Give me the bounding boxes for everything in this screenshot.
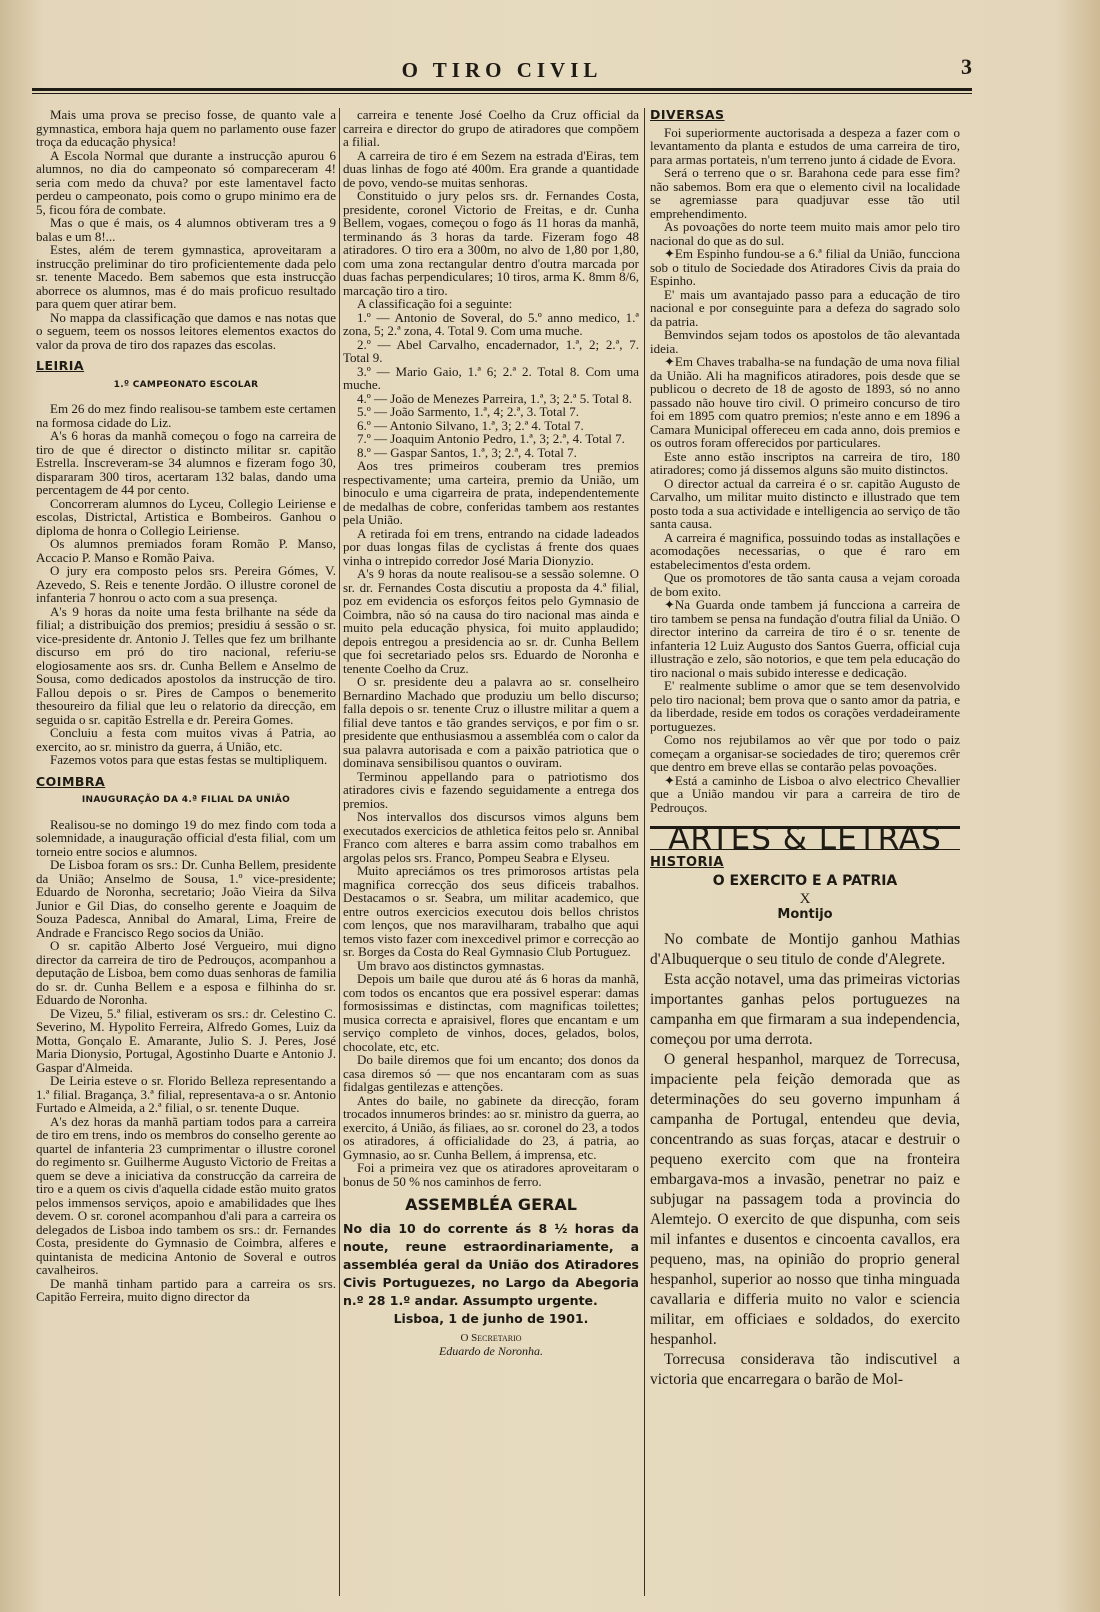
section-heading-diversas: DIVERSAS (650, 108, 725, 122)
paragraph: A's 6 horas da manhã começou o fogo na carreira de tiro de que é director o distincto militar sr. capitão Estrella. Inscreveram-se 34 alumnos e fizeram fogo 30, dispararam 300 tiros, acertaram 132 balas, dando uma percentagem de 44 por cento. (36, 428, 336, 497)
paragraph: A Escola Normal que durante a instrucção apurou 6 alumnos, no dia do campeonato só compareceram 4! seria com medo da chuva? por este lamentavel facto perdeu o campeonato, pois como o grupo minimo era de 5, ficou fóra de combate. (36, 147, 336, 217)
classification-entry: 1.º — Antonio de Soveral, do 5.º anno medico, 1.ª zona, 5; 2.ª zona, 4. Total 9. Com uma muche. (343, 309, 639, 338)
header-rule-thin (32, 93, 972, 94)
coimbra-text (36, 818, 336, 1304)
paragraph: A's dez horas da manhã partiam todos para a carreira de tiro em trens, indo os membros do conselho gerente ao quartel de infanteria 23 cumprimentar o illustre coronel do regimento sr. Guilherme Augusto Victorio de Freitas a quem se deve a iniciativa da construcção da carreira de tiro e a quem os civis d'aquella cidade estão muito gratos pelos immensos serviços, apoio e amabilidades que lhes devem. O sr. coronel acompanhou d'ali para a carreira os delegados de Lisboa indo tambem os srs.: dr. Fernandes Costa, presidente do Gymnasio de Coimbra, alferes e quintanista de medicina Antonio de Soveral e outros cavalheiros. (36, 1113, 336, 1277)
leiria-text (36, 402, 336, 767)
paragraph: E' mais um avantajado passo para a educação de tiro nacional e por conseguinte para a defeza do sagrado solo da patria. (650, 286, 960, 329)
paragraph: ✦Em Espinho fundou-se a 6.ª filial da União, funcciona sob o titulo de Sociedade dos Atiradores Civis da praia do Espinho. (650, 246, 960, 288)
paragraph: Bemvindos sejam todos os apostolos de tão alevantada ideia. (650, 327, 960, 356)
paragraph: O director actual da carreira é o sr. capitão Augusto de Carvalho, um militar muito distincto e illustrado que tem posto toda a sua actividade e intelligencia ao serviço de tão santa causa. (650, 475, 960, 531)
artes-letras-banner: ARTES & LETRAS (650, 826, 960, 850)
paragraph: Torrecusa considerava tão indiscutivel a victoria que encarregara o barão de Mol- (650, 1350, 960, 1388)
paragraph: A retirada foi em trens, entrando na cidade ladeados por duas longas filas de cyclistas á frente dos quaes vinha o intrepido corredor José Maria Dionyzio. (343, 525, 639, 568)
paragraph: Mais uma prova se preciso fosse, de quanto vale a gymnastica, embora haja quem no parlamento ouse fazer troça da educação physica! (36, 108, 336, 149)
paragraph: O sr. presidente deu a palavra ao sr. conselheiro Bernardino Machado que produziu um bello discurso; falla depois o sr. tenente Cruz o illustre militar a quem a filial deve tantos e tão grandes serviços, e por fim o sr. presidente que enthusiasmou a assembléa com o calor da sua palavra autorisada e com a paixão patriotica que o dominava sensibilisou quantos o ouviram. (343, 674, 639, 770)
assembleia-date: Lisboa, 1 de junho de 1901. (393, 1310, 589, 1326)
paragraph: Um bravo aos distinctos gymnastas. (357, 957, 545, 973)
paragraph: Foi superiormente auctorisada a despeza a fazer com o levantamento da planta e estudos de uma carreira de tiro, para armas portateis, n'um terreno junto á cidade de Evora. (650, 124, 960, 167)
section-heading-coimbra: COIMBRA (36, 773, 106, 789)
paragraph: Nos intervallos dos discursos vimos alguns bem executados exercicios de athletica feitos pelo sr. Annibal Franco com alteres e barra assim como trabalhos em argolas pelos srs. Franco, Pompeu Seabra e Elyseu. (343, 809, 639, 865)
paragraph: Muito apreciámos os tres primorosos artistas pela magnifica correcção dos seus dificeis trabalhos. Destacamos o sr. Seabra, um militar academico, que entre outros exercicios executou dois bellos christos com lenços, que nos maravilharam, trabalho que aqui temos visto fazer com inexcedivel primor e correcção ao sr. Borges da Costa do Real Gymnasio Club Portuguez. (343, 863, 639, 959)
newspaper-title: O TIRO CIVIL (401, 58, 603, 82)
article-title: O EXERCITO E A PATRIA (712, 873, 898, 889)
paragraph: Será o terreno que o sr. Barahona cede para esse fim? não sabemos. Bom era que o elemento civil na localidade se agremiasse para quadjuvar esse tão util emprehendimento. (650, 165, 960, 221)
diversas-text (650, 126, 960, 815)
classification-entry: 3.º — Mario Gaio, 1.ª 6; 2.ª 2. Total 8. Com uma muche. (343, 363, 639, 392)
column-2 (343, 108, 639, 1598)
paragraph: Concorreram alumnos do Lyceu, Collegio Leiriense e escolas, Districtal, Artistica e Bombeiros. Ganhou o diploma de honra o Collegio Leiriense. (36, 495, 336, 538)
subheading-campeonato: 1.º CAMPEONATO ESCOLAR (113, 379, 259, 390)
paragraph: ✦Em Chaves trabalha-se na fundação de uma nova filial da União. Ali ha magnificos atiradores, pois desde que se publicou o decreto de 18 de agosto de 1893, só no anno passado não houve tiro civil. O primeiro concurso de tiro foi em 1895 com quatro premios; n'este anno e em 1896 a Camara Municipal offereceu em cada anno, dois premios e os outros foram offerecidos por particulares. (650, 354, 960, 450)
paragraph: Esta acção notavel, uma das primeiras victorias importantes ganhas pelos portuguezes na campanha em que firmaram a sua independencia, começou por uma derrota. (650, 970, 960, 1048)
paragraph: Foi a primeira vez que os atiradores aproveitaram o bonus de 50 % nos caminhos de ferro. (343, 1160, 639, 1189)
paragraph: No mappa da classificação que damos e nas notas que o seguem, teem os nossos leitores elementos exactos do valor da prova de tiro dos rapazes das escolas. (36, 309, 336, 352)
paragraph: carreira e tenente José Coelho da Cruz official da carreira e director do grupo de atiradores que compõem a filial. (343, 108, 639, 149)
paragraph: A carreira de tiro é em Sezem na estrada d'Eiras, tem duas linhas de fogo até 400m. Era grande a quantidade de povo, vendo-se muitas senhoras. (343, 147, 639, 190)
paragraph: Concluiu a festa com muitos vivas á Patria, ao exercito, ao sr. ministro da guerra, á União, etc. (36, 725, 336, 754)
classification-entry: 2.º — Abel Carvalho, encadernador, 1.ª, 2; 2.ª, 7. Total 9. (343, 336, 639, 365)
assembleia-signature-title: O Secretario (460, 1331, 522, 1344)
paragraph: De Vizeu, 5.ª filial, estiveram os srs.: dr. Celestino C. Severino, M. Hypolito Ferreira, Alfredo Gomes, Luiz da Motta, Gonçalo E. Amarante, Julio S. J. Peres, José Maria Dionysio, Portugal, Agostinho Duarte e Antonio J. Gaspar d'Almeida. (36, 1005, 336, 1075)
paragraph: Terminou appellando para o patriotismo dos atiradores civis e fazendo seguidamente a entrega dos premios. (343, 768, 639, 811)
classification-entry: 6.º — Antonio Silvano, 1.ª, 3; 2.ª 4. Total 7. (357, 417, 584, 433)
paragraph: O jury era composto pelos srs. Pereira Gómes, V. Azevedo, S. Reis e tenente Jordão. O illustre coronel de infanteria 7 honrou o acto com a sua presença. (36, 563, 336, 605)
paragraph: De Leiria esteve o sr. Florido Belleza representando a 1.ª filial. Bragança, 3.ª filial, representava-a o sr. Antonio Furtado e Almeida, a 2.ª filial, o sr. tenente Duque. (36, 1073, 336, 1115)
classification-entry: 7.º — Joaquim Antonio Pedro, 1.ª, 3; 2.ª, 4. Total 7. (357, 431, 625, 446)
intro-text (36, 108, 336, 351)
paragraph: A's 9 horas da noute realisou-se a sessão solemne. O sr. dr. Fernandes Costa discutiu a proposta da 4.ª filial, poz em evidencia os esforços feitos pelo Gymnasio de Coimbra, não só na causa do tiro nacional mas ainda e muito pela educação physica, foi muito applaudido; depois entregou a presidencia ao sr. dr. Cunha Bellem que foi secretariado pelos srs. Eduardo de Noronha e tenente Coelho da Cruz. (343, 566, 639, 676)
classification-entry: 5.º — João Sarmento, 1.ª, 4; 2.ª, 3. Total 7. (357, 404, 580, 419)
coimbra-continued-text (343, 108, 639, 1188)
classification-entry: 8.º — Gaspar Santos, 1.ª, 3; 2.ª, 4. Total 7. (357, 444, 577, 460)
classification-entry: 4.º — João de Menezes Parreira, 1.ª, 3; 2.ª 5. Total 8. (357, 390, 633, 406)
paragraph: De Lisboa foram os srs.: Dr. Cunha Bellem, presidente da União; Anselmo de Sousa, 1.º vice-presidente; Eduardo de Noronha, secretario; João Vieira da Silva Junior e Gil Dias, do conselho gerente e Joaquim de Souza Padesca, Annibal do Amaral, Lima, Freire de Andrade e Francisco Rego socios da União. (36, 857, 336, 940)
paragraph: Que os promotores de tão santa causa a vejam coroada de bom exito. (650, 570, 960, 599)
paragraph: Mas o que é mais, os 4 alumnos obtiveram tres a 9 balas e um 8!... (36, 215, 336, 244)
assembleia-notice (343, 1195, 639, 1359)
paragraph: A classificação foi a seguinte: (357, 296, 513, 311)
paragraph: De manhã tinham partido para a carreira os srs. Capitão Ferreira, muito digno director da (36, 1275, 336, 1304)
paragraph: Realisou-se no domingo 19 do mez findo com toda a solemnidade, a inauguração official d'esta filial, com um torneio entre socios e alumnos. (36, 816, 336, 859)
masthead (32, 48, 972, 98)
article-number: X (799, 890, 811, 907)
column-1 (36, 108, 336, 1598)
paragraph: Como nos rejubilamos ao vêr que por todo o paiz começam a organisar-se sociedades de tiro; queremos crêr que dentro em breve ellas se contarão pelas povoações. (650, 732, 960, 774)
page-number: 3 (961, 54, 972, 79)
paragraph: O general hespanhol, marquez de Torrecusa, impaciente pela feição demorada que as determinações do seu governo impunham á campanha de Portugal, entendeu que devia, concentrando as suas forças, atacar e destruir o pequeno exercito com que na fronteira embargava-mos a invasão, penetrar no paiz e subjugar na passagem toda a provincia do Alemtejo. O exercito de que dispunha, com seis mil infantes e dusentos e cincoenta cavallos, era pequeno, mas, na opinião do proprio general hespanhol, superior ao nosso que tinha minguada cavallaria e differia muito no valor e sciencia militar, em officiaes e soldados, do exercito hespanhol. (650, 1050, 960, 1348)
paragraph: Depois um baile que durou até ás 6 horas da manhã, com todos os encantos que era possivel esperar: damas formosissimas e distinctas, com magnificas toilettes; musica correcta e apraisivel, flores que encantam e um serviço completo de vinhos, doces, gelados, bolos, chocolate, etc, etc. (343, 971, 639, 1054)
section-heading-historia: HISTORIA (650, 854, 724, 870)
section-heading-leiria: LEIRIA (36, 358, 85, 373)
paragraph: Do baile diremos que foi um encanto; dos donos da casa diremos só — que nos encantaram com as suas fidalgas gentilezas e attenções. (343, 1052, 639, 1094)
paragraph: Antes do baile, no gabinete da direcção, foram trocados innumeros brindes: ao sr. ministro da guerra, ao exercito, á União, ás filiaes, ao sr. coronel do 23, a todos os atiradores, á officialidade do 23, á patria, ao Gymnasio, ao sr. Cunha Bellem, á imprensa, etc. (343, 1092, 639, 1162)
paragraph: Aos tres primeiros couberam tres premios respectivamente; uma carteira, premio da União, um binoculo e uma cigarreira de prata, independentemente de medalhas de cobre, conferidas tambem aos restantes pela União. (343, 458, 639, 527)
paragraph: ✦Na Guarda onde tambem já funcciona a carreira de tiro tambem se pensa na fundação d'outra filial da União. O director interino da carreira de tiro é o sr. tenente de infanteria 12 Luiz Augusto dos Santos Guerra, official cuja illustração e zelo, são notorios, e que tem pela educação do tiro nacional o mais subido interesse e dedicação. (650, 597, 960, 680)
header-rule-thick (32, 88, 972, 91)
assembleia-signature-name: Eduardo de Noronha. (438, 1344, 544, 1358)
column-3 (650, 108, 960, 1598)
paragraph: O sr. capitão Alberto José Vergueiro, mui digno director da carreira de tiro de Pedrouços, acompanhou a deputação de Lisboa, bem como duas senhoras de familia do sr. dr. Cunha Bellem e a esposa e filhinha do sr. Eduardo de Noronha. (36, 938, 336, 1007)
column-divider-1 (339, 108, 340, 1596)
article-text (650, 930, 960, 1390)
article-place: Montijo (777, 907, 833, 922)
paragraph: As povoações do norte teem muito mais amor pelo tiro nacional do que as do sul. (650, 219, 960, 248)
assembleia-body: No dia 10 do corrente ás 8 ½ horas da noute, reune estraordinariamente, a assembléa geral da União dos Atiradores Civis Portuguezes, no Largo da Abegoria n.º 28 1.º andar. Assumpto urgente. (343, 1220, 639, 1308)
paragraph: Estes, além de terem gymnastica, aproveitaram a instrucção preliminar do tiro proficientemente dada pelo sr. tenente Macedo. Bem sabemos que esta instrucção aborrece os alumnos, mas é do mais proficuo resultado para quem quer atirar bem. (36, 242, 336, 311)
paragraph: ✦Está a caminho de Lisboa o alvo electrico Chevallier que a União mandou vir para a carreira de tiro de Pedrouços. (650, 772, 960, 815)
paragraph: Este anno estão inscriptos na carreira de tiro, 180 atiradores; como já dissemos alguns são muito distinctos. (650, 448, 960, 477)
column-divider-2 (644, 108, 645, 1596)
assembleia-heading: ASSEMBLÉA GERAL (405, 1195, 577, 1214)
paragraph: A's 9 horas da noite uma festa brilhante na séde da filial; a distribuição dos premios; presidiu á sessão o sr. vice-presidente dr. Antonio J. Telles que fez um brilhante discurso em pró do tiro nacional, referiu-se elogiosamente aos srs. dr. Cunha Bellem e Anselmo de Sousa, como dedicados apostolos da instrucção de tiro. Fallou depois o sr. Pires de Campos o benemerito thesoureiro da filial que leu o relatorio da direcção, em seguida o sr. capitão Estrella e dr. Pereira Gomes. (36, 603, 336, 727)
subheading-inauguracao: INAUGURAÇÃO DA 4.ª FILIAL DA UNIÃO (81, 795, 291, 805)
paragraph: Constituido o jury pelos srs. dr. Fernandes Costa, presidente, coronel Victorio de Freitas, e dr. Cunha Bellem, vogaes, começou o fogo ás 11 horas da manhã, terminando ás 3 horas da tarde. Fizeram fogo 48 atiradores. O tiro era a 300m, no alvo de 1,80 por 1,80, com uma zona rectangular dentro d'outra marcada por duas fachas perpendiculares; 10 tiros, arma K. 8mm 8/6, marcação tiro a tiro. (343, 188, 639, 298)
paragraph: No combate de Montijo ganhou Mathias d'Albuquerque o seu titulo de conde d'Alegrete. (650, 930, 960, 968)
paragraph: A carreira é magnifica, possuindo todas as installações e acomodações necessarias, o que é raro em estabelecimentos d'esta ordem. (650, 529, 960, 572)
paragraph: E' realmente sublime o amor que se tem desenvolvido pelo tiro nacional; bem prova que o santo amor da patria, e da liberdade, reside em todos os corações verdadeiramente portuguezes. (650, 678, 960, 734)
paragraph: Os alumnos premiados foram Romão P. Manso, Accacio P. Manso e Romão Paiva. (36, 536, 336, 565)
paragraph: Em 26 do mez findo realisou-se tambem este certamen na formosa cidade do Liz. (36, 401, 336, 430)
paragraph: Fazemos votos para que estas festas se multipliquem. (50, 752, 328, 767)
